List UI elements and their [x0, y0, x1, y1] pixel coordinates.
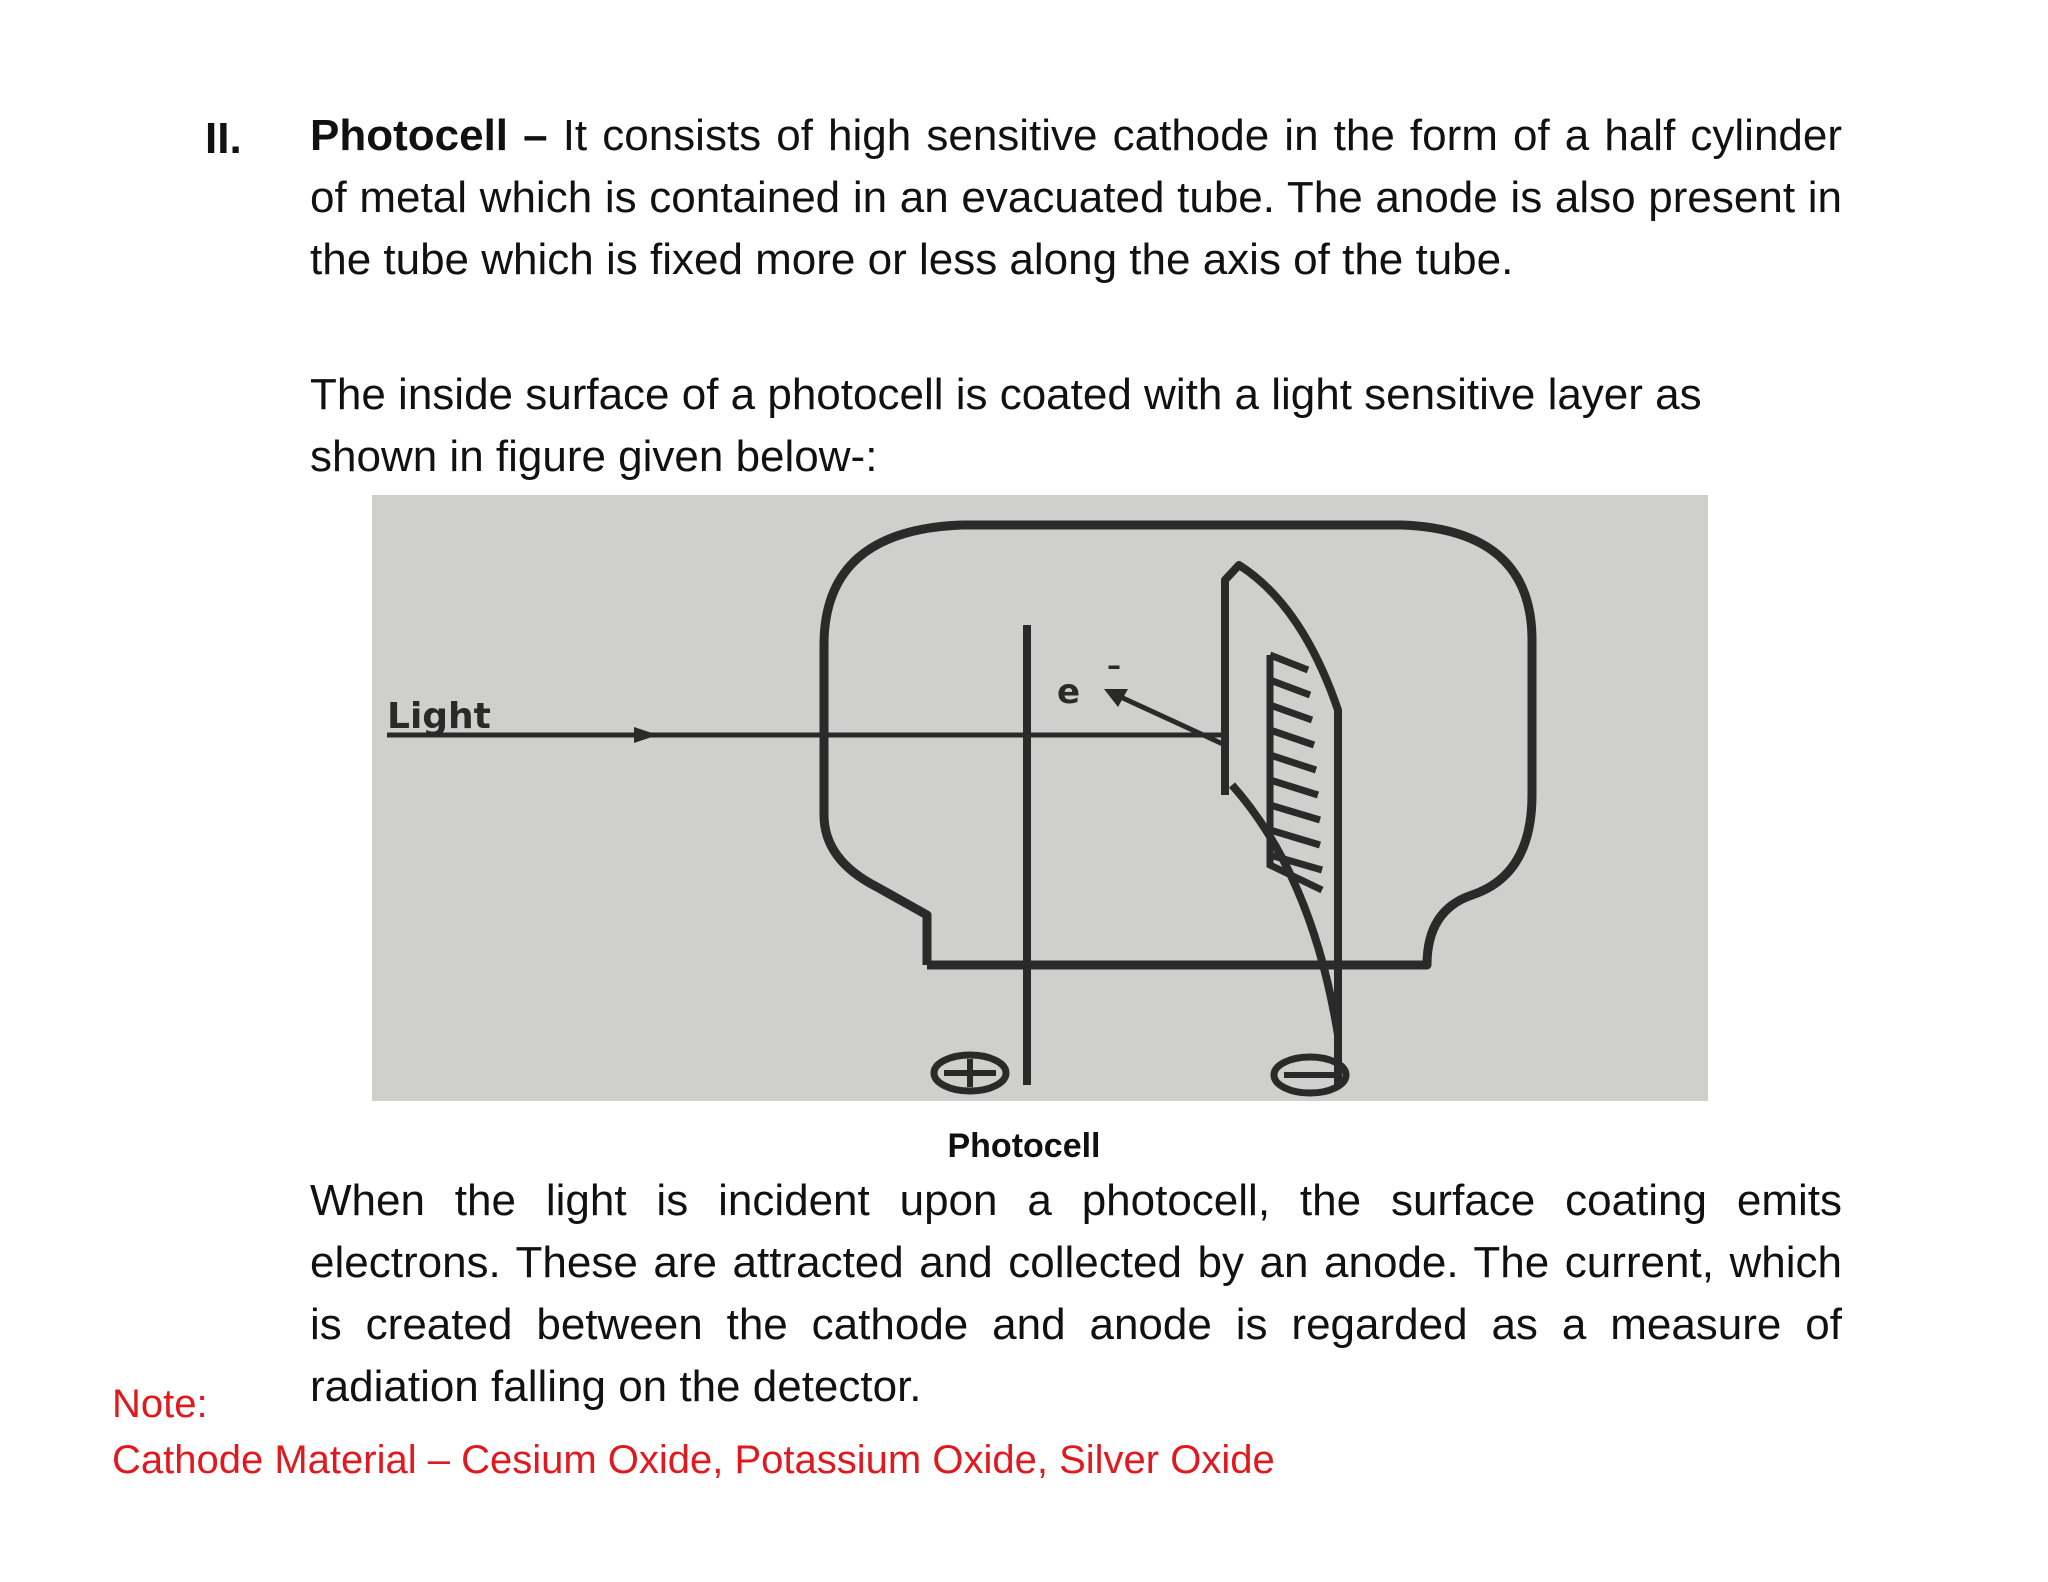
photocell-term: Photocell –	[310, 111, 548, 160]
tube-envelope	[824, 525, 1532, 965]
coating-layer	[1270, 655, 1322, 890]
light-arrowhead	[634, 727, 658, 743]
intro-paragraph	[310, 105, 1842, 291]
coating-paragraph: The inside surface of a photocell is coated with a light sensitive layer as shown in figure given below-:	[310, 370, 1702, 481]
electron-charge-label: –	[1107, 649, 1121, 682]
note-text: Cathode Material – Cesium Oxide, Potassium Oxide, Silver Oxide	[112, 1438, 1275, 1482]
explanation-paragraph: When the light is incident upon a photocell, the surface coating emits electrons. These are attracted and collected by an anode. The current, which is created between the cathode and anode is regarded as a measure of radiation falling on the detector.	[310, 1176, 1842, 1411]
electron-label: e	[1057, 672, 1081, 712]
light-label: Light	[387, 696, 491, 737]
note-label: Note:	[112, 1382, 208, 1426]
photocell-figure	[372, 495, 1708, 1101]
figure-caption: Photocell	[947, 1127, 1101, 1165]
photocell-diagram	[372, 495, 1708, 1101]
intro-text: It consists of high sensitive cathode in the form of a half cylinder of metal which is contained in an evacuated tube. The anode is also present in the tube which is fixed more or less along the axis of the tube.	[310, 111, 1843, 284]
section-numeral: II.	[205, 114, 242, 163]
